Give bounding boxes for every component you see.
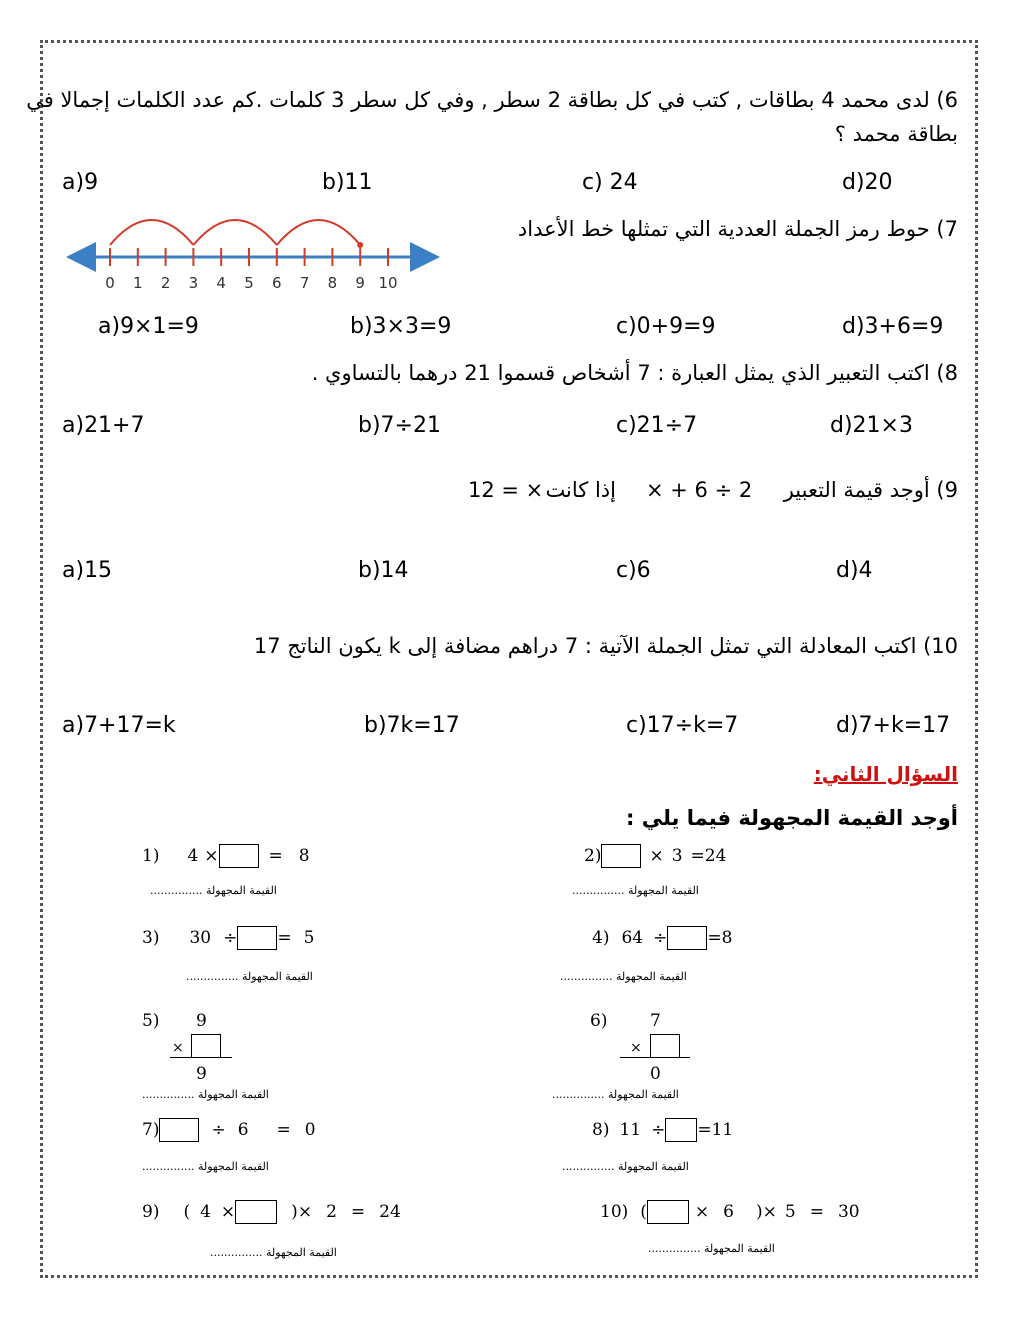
problem-9-op: ×: [220, 1202, 236, 1222]
problem-5-top: 9: [196, 1011, 207, 1031]
q6-line2: بطاقة محمد ؟: [834, 122, 958, 146]
problem-3-answer-line[interactable]: القيمة المجهولة ...............: [186, 970, 313, 983]
problem-2-number: 2): [584, 846, 602, 866]
problem-2-answer-line[interactable]: القيمة المجهولة ...............: [572, 884, 699, 897]
problem-5-rule: [170, 1057, 232, 1058]
q10-option-a[interactable]: a)7+17=k: [62, 713, 176, 738]
problem-7-answer-box[interactable]: [159, 1118, 199, 1142]
problem-2-op: ×: [649, 846, 664, 866]
problem-10-eq: =: [809, 1202, 824, 1222]
problem-8-answer-line[interactable]: القيمة المجهولة ...............: [562, 1160, 689, 1173]
number-line-label: 4: [216, 274, 226, 292]
problem-3-op: ÷: [223, 928, 238, 948]
problem-9-open: (: [183, 1202, 191, 1222]
number-line-label: 2: [160, 274, 171, 292]
q8-option-d[interactable]: d)21×3: [830, 413, 913, 438]
problem-4-result: 8: [721, 928, 733, 948]
problem-10-op: ×: [694, 1202, 710, 1222]
q8-option-a[interactable]: a)21+7: [62, 413, 145, 438]
problem-3-a: 30: [189, 928, 212, 948]
problem-4: [592, 926, 732, 950]
problem-3-result: 5: [303, 928, 315, 948]
problem-9-eq: =: [350, 1202, 366, 1222]
problem-9-number: 9): [142, 1202, 160, 1222]
q9-option-c[interactable]: c)6: [616, 558, 651, 583]
problem-1-number: 1): [142, 846, 160, 866]
section2-instruction: أوجد القيمة المجهولة فيما يلي :: [626, 806, 958, 830]
q8-text: 8) اكتب التعبير الذي يمثل العبارة : 7 أشخاص قسموا 21 درهما بالتساوي .: [311, 361, 958, 385]
q7-option-b[interactable]: b)3×3=9: [350, 314, 452, 339]
q9-option-b[interactable]: b)14: [358, 558, 409, 583]
problem-5-answer-line[interactable]: القيمة المجهولة ...............: [142, 1088, 269, 1101]
problem-6-bottom: 0: [650, 1064, 661, 1084]
problem-8-a: 11: [619, 1120, 642, 1140]
q9-text: 9) أوجد قيمة التعبير: [783, 478, 958, 502]
problem-6-op: ×: [630, 1040, 642, 1056]
q9-expression: 2 ÷ 6 + ×: [646, 478, 753, 502]
problem-10-c: 5: [784, 1202, 796, 1222]
problem-7-eq: =: [276, 1120, 291, 1140]
problem-7-op: ÷: [211, 1120, 226, 1140]
q9-given: × = 12: [468, 478, 544, 502]
problem-2-result: 24: [704, 846, 727, 866]
q10-option-c[interactable]: c)17÷k=7: [626, 713, 739, 738]
problem-9-b: 2: [326, 1202, 337, 1222]
q10-text: 10) اكتب المعادلة التي تمثل الجملة الآتية : 7 دراهم مضافة إلى k يكون الناتج 17: [253, 634, 958, 658]
number-line-label: 1: [133, 274, 143, 292]
problem-4-op: ÷: [653, 928, 668, 948]
number-line-label: 10: [378, 274, 398, 292]
problem-10-open: (: [640, 1202, 647, 1222]
problem-1-eq: =: [268, 846, 283, 866]
problem-1-a: 4: [187, 846, 199, 866]
problem-6-number: 6): [590, 1011, 608, 1031]
problem-6-answer-line[interactable]: القيمة المجهولة ...............: [552, 1088, 679, 1101]
number-line-label: 0: [105, 274, 115, 292]
problem-3-eq: =: [277, 928, 292, 948]
problem-8-result: 11: [711, 1120, 734, 1140]
problem-4-number: 4): [592, 928, 610, 948]
problem-9-answer-line[interactable]: القيمة المجهولة ...............: [210, 1246, 337, 1259]
q7-option-a[interactable]: a)9×1=9: [98, 314, 199, 339]
problem-5-answer-box[interactable]: [191, 1034, 221, 1058]
problem-2-eq: =: [690, 846, 705, 866]
problem-2-answer-box[interactable]: [601, 844, 641, 868]
problem-9-a: 4: [200, 1202, 211, 1222]
problem-8-eq: =: [697, 1120, 712, 1140]
problem-9-answer-box[interactable]: [235, 1200, 277, 1224]
problem-3-answer-box[interactable]: [237, 926, 277, 950]
problem-6-answer-box[interactable]: [650, 1034, 680, 1058]
problem-9-result: 24: [379, 1202, 401, 1222]
number-line-label: 3: [188, 274, 199, 292]
problem-1-result: 8: [298, 846, 310, 866]
problem-1-answer-box[interactable]: [219, 844, 259, 868]
problem-3: [142, 926, 314, 950]
problem-5-number: 5): [142, 1011, 160, 1031]
number-line-jump-end: [357, 242, 363, 248]
problem-8-op: ÷: [651, 1120, 666, 1140]
problem-7-answer-line[interactable]: القيمة المجهولة ...............: [142, 1160, 269, 1173]
problem-10-answer-line[interactable]: القيمة المجهولة ...............: [648, 1242, 775, 1255]
problem-4-a: 64: [621, 928, 644, 948]
q6-line1: 6) لدى محمد 4 بطاقات , كتب في كل بطاقة 2 سطر , وفي كل سطر 3 كلمات .كم عدد الكلمات إجمالا في: [26, 88, 958, 112]
problem-9-close: ): [291, 1202, 298, 1222]
problem-10-b: 6: [723, 1202, 734, 1222]
problem-10-op2: ×: [762, 1202, 777, 1222]
problem-5-bottom: 9: [196, 1064, 207, 1084]
problem-7-b: 6: [237, 1120, 249, 1140]
problem-7-result: 0: [304, 1120, 316, 1140]
q10-option-b[interactable]: b)7k=17: [364, 713, 460, 738]
q6-option-d[interactable]: d)20: [842, 170, 893, 195]
number-line-label: 8: [327, 274, 338, 292]
q6-option-a[interactable]: a)9: [62, 170, 99, 195]
problem-1-answer-line[interactable]: القيمة المجهولة ...............: [150, 884, 277, 897]
problem-7-number: 7): [142, 1120, 160, 1140]
problem-8: [592, 1118, 733, 1142]
number-line-jump-arc: [110, 220, 193, 245]
problem-10-number: 10): [600, 1202, 629, 1222]
number-line-jump-arc: [193, 220, 276, 245]
q10-option-d[interactable]: d)7+k=17: [836, 713, 951, 738]
q8-option-c[interactable]: c)21÷7: [616, 413, 698, 438]
q9-option-d[interactable]: d)4: [836, 558, 873, 583]
problem-10-result: 30: [837, 1202, 860, 1222]
problem-9-op2: ×: [297, 1202, 313, 1222]
q8-option-b[interactable]: b)7÷21: [358, 413, 441, 438]
problem-3-number: 3): [142, 928, 160, 948]
problem-10-answer-box[interactable]: [647, 1200, 689, 1224]
problem-7: [142, 1118, 316, 1142]
problem-2-b: 3: [671, 846, 683, 866]
q7-text: 7) حوط رمز الجملة العددية التي تمثلها خط الأعداد: [517, 217, 958, 241]
q6-option-b[interactable]: b)11: [322, 170, 373, 195]
number-line-label: 7: [299, 274, 310, 292]
problem-1-op: ×: [204, 846, 219, 866]
problem-4-answer-line[interactable]: القيمة المجهولة ...............: [560, 970, 687, 983]
number-line-label: 9: [355, 274, 365, 292]
q7-option-d[interactable]: d)3+6=9: [842, 314, 944, 339]
problem-8-answer-box[interactable]: [665, 1118, 697, 1142]
q9-condition: إذا كانت: [545, 478, 616, 502]
problem-10-close: ): [755, 1202, 763, 1222]
problem-5-op: ×: [172, 1040, 184, 1056]
number-line-label: 5: [244, 274, 254, 292]
problem-6-rule: [620, 1057, 690, 1058]
problem-8-number: 8): [592, 1120, 610, 1140]
problem-4-answer-box[interactable]: [667, 926, 707, 950]
problem-10: [600, 1200, 860, 1224]
number-line-jump-arc: [277, 220, 360, 245]
problem-1: [142, 844, 310, 868]
section2-title: السؤال الثاني:: [813, 762, 958, 786]
problem-4-eq: =: [707, 928, 722, 948]
q6-option-c[interactable]: c) 24: [582, 170, 638, 195]
q9-option-a[interactable]: a)15: [62, 558, 113, 583]
q7-option-c[interactable]: c)0+9=9: [616, 314, 716, 339]
problem-9: [142, 1200, 401, 1224]
number-line-label: 6: [272, 274, 282, 292]
problem-2: [584, 844, 726, 868]
number-line: [66, 208, 446, 298]
problem-6-top: 7: [650, 1011, 661, 1031]
